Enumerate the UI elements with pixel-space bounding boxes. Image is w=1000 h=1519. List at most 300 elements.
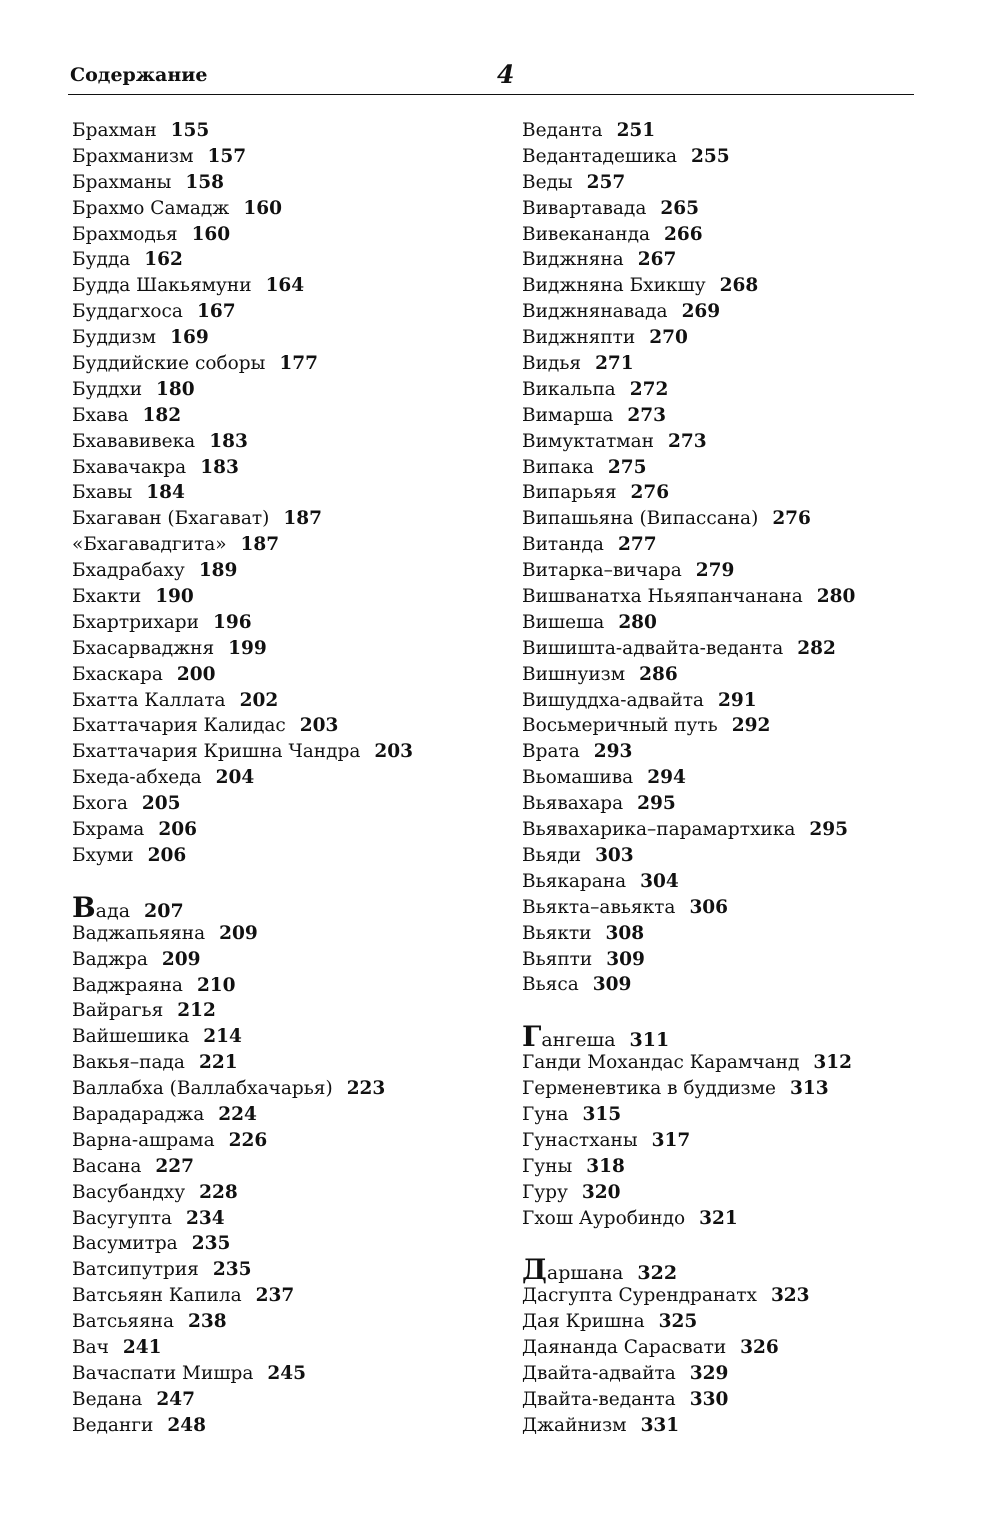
entry-term: Бхрама [72, 819, 145, 841]
entry-term: Вьяпти [522, 948, 593, 970]
entry-page: 237 [255, 1285, 295, 1307]
entry-page: 212 [177, 1000, 216, 1022]
toc-entry[interactable] [72, 1257, 512, 1283]
entry-page: 321 [699, 1207, 738, 1229]
entry-page: 241 [122, 1336, 162, 1358]
toc-entry[interactable] [522, 791, 962, 817]
header-rule [68, 94, 914, 95]
entry-term: Бхавачакра [72, 456, 187, 478]
entry-page: 276 [630, 482, 670, 504]
toc-entry[interactable] [522, 299, 962, 325]
entry-term: Буддхи [72, 378, 143, 400]
toc-entry[interactable] [522, 1128, 962, 1154]
entry-page: 160 [191, 223, 231, 245]
entry-term: Виджнянавада [522, 301, 668, 323]
toc-entry[interactable] [72, 662, 512, 688]
entry-list-d [522, 1283, 962, 1438]
toc-entry[interactable] [522, 947, 962, 973]
entry-page: 276 [772, 508, 811, 530]
toc-entry[interactable] [72, 170, 512, 196]
entry-term: Вьякта–авьякта [522, 896, 676, 918]
toc-entry[interactable] [72, 377, 512, 403]
toc-entry[interactable] [72, 1154, 512, 1180]
entry-term: Васана [72, 1155, 142, 1177]
entry-page: 180 [156, 378, 195, 400]
entry-term: Варна-ашрама [72, 1129, 215, 1151]
entry-term: Витанда [522, 534, 604, 556]
entry-page: 315 [582, 1103, 622, 1125]
toc-entry[interactable] [522, 921, 962, 947]
entry-page: 204 [215, 767, 255, 789]
entry-list-g [522, 1050, 962, 1231]
toc-entry[interactable] [522, 325, 962, 351]
entry-page: 317 [651, 1129, 691, 1151]
toc-entry[interactable] [72, 843, 512, 869]
entry-term: Врата [522, 741, 580, 763]
entry-term: Буддизм [72, 327, 157, 349]
entry-list-v2 [522, 118, 962, 998]
section-term-rest: ада [95, 899, 131, 922]
entry-page: 155 [170, 120, 210, 141]
toc-entry[interactable] [72, 455, 512, 481]
toc-entry[interactable] [72, 118, 512, 144]
entry-term: Вивартавада [522, 197, 647, 219]
toc-entry[interactable] [72, 299, 512, 325]
entry-list-b [72, 118, 512, 869]
toc-entry[interactable] [72, 1128, 512, 1154]
entry-term: Двайта-адвайта [522, 1362, 676, 1384]
entry-term: Виджняна Бхикшу [522, 275, 706, 297]
entry-term: Вьякти [522, 922, 592, 944]
entry-page: 326 [740, 1337, 779, 1359]
entry-term: Бхеда-абхеда [72, 767, 202, 789]
entry-term: Бхаттачария Калидас [72, 715, 286, 737]
section-heading-v[interactable] [72, 890, 512, 924]
toc-entry[interactable] [72, 947, 512, 973]
right-column [522, 118, 962, 1439]
toc-entry[interactable] [72, 713, 512, 739]
entry-term: Бхаскара [72, 663, 163, 685]
toc-entry[interactable] [72, 144, 512, 170]
entry-term: Буддагхоса [72, 301, 183, 323]
toc-entry[interactable] [72, 273, 512, 299]
section-letter: Г [522, 1020, 542, 1054]
toc-entry[interactable] [522, 972, 962, 998]
toc-entry[interactable] [522, 429, 962, 455]
entry-term: Брахмо Самадж [72, 197, 230, 219]
toc-entry[interactable] [72, 791, 512, 817]
toc-entry[interactable] [522, 118, 962, 144]
entry-term: Бхагаван (Бхагават) [72, 508, 270, 530]
toc-entry[interactable] [522, 480, 962, 506]
entry-term: «Бхагавадгита» [72, 534, 227, 556]
entry-page: 209 [219, 922, 258, 944]
entry-page: 245 [267, 1362, 307, 1384]
entry-page: 248 [167, 1414, 206, 1436]
entry-term: Ведантадешика [522, 145, 678, 167]
entry-term: Вакья–пада [72, 1052, 185, 1074]
entry-page: 272 [629, 378, 669, 400]
toc-entry[interactable] [72, 506, 512, 532]
toc-entry[interactable] [522, 817, 962, 843]
entry-page: 164 [265, 275, 305, 297]
toc-entry[interactable] [522, 1361, 962, 1387]
entry-term: Витарка–вичара [522, 560, 682, 582]
entry-term: Васумитра [72, 1233, 178, 1255]
entry-page: 251 [616, 120, 656, 141]
entry-term: Джайнизм [522, 1414, 627, 1436]
entry-term: Ватсьяян Капила [72, 1285, 242, 1307]
entry-page: 199 [228, 637, 267, 659]
entry-term: Вишуддха-адвайта [522, 689, 704, 711]
entry-page: 184 [146, 482, 185, 504]
toc-entry[interactable] [72, 480, 512, 506]
entry-term: Будда Шакьямуни [72, 275, 252, 297]
entry-page: 189 [198, 560, 238, 582]
entry-term: Бхуми [72, 844, 134, 866]
entry-term: Гунастханы [522, 1129, 638, 1151]
entry-page: 224 [218, 1103, 257, 1125]
toc-entry[interactable] [522, 144, 962, 170]
toc-entry[interactable] [72, 584, 512, 610]
toc-entry[interactable] [72, 1413, 512, 1439]
entry-page: 167 [196, 301, 236, 323]
toc-entry[interactable] [72, 973, 512, 999]
entry-page: 269 [681, 301, 721, 323]
entry-page: 320 [581, 1181, 621, 1203]
toc-entry[interactable] [522, 610, 962, 636]
entry-page: 205 [141, 793, 181, 815]
entry-term: Ведана [72, 1388, 143, 1410]
entry-term: Брахман [72, 120, 157, 141]
entry-term: Вьявахара [522, 793, 624, 815]
entry-term: Вимарша [522, 404, 614, 426]
entry-page: 203 [299, 715, 339, 737]
section-letter: В [72, 890, 96, 924]
toc-entry[interactable] [72, 532, 512, 558]
entry-term: Вишишта-адвайта-веданта [522, 637, 784, 659]
toc-entry[interactable] [72, 817, 512, 843]
toc-entry[interactable] [522, 351, 962, 377]
entry-term: Даянанда Сарасвати [522, 1337, 727, 1359]
entry-term: Викальпа [522, 378, 616, 400]
toc-entry[interactable] [522, 1102, 962, 1128]
entry-term: Вьякарана [522, 870, 627, 892]
entry-term: Вивекананда [522, 223, 650, 245]
entry-term: Гуна [522, 1103, 569, 1125]
entry-page: 226 [228, 1129, 268, 1151]
toc-entry[interactable] [72, 1024, 512, 1050]
entry-term: Двайта-веданта [522, 1388, 676, 1410]
entry-term: Вишеша [522, 611, 605, 633]
toc-entry[interactable] [522, 1413, 962, 1439]
entry-page: 270 [649, 327, 688, 349]
entry-term: Бхаттачария Кришна Чандра [72, 741, 361, 763]
toc-entry[interactable] [72, 765, 512, 791]
entry-page: 196 [212, 611, 252, 633]
toc-entry[interactable] [522, 1309, 962, 1335]
toc-entry[interactable] [72, 429, 512, 455]
entry-page: 187 [240, 534, 280, 556]
entry-term: Вайрагья [72, 1000, 164, 1022]
entry-page: 200 [176, 663, 216, 685]
toc-entry[interactable] [72, 1076, 512, 1102]
toc-entry[interactable] [72, 403, 512, 429]
toc-entry[interactable] [72, 998, 512, 1024]
entry-page: 203 [374, 741, 414, 763]
toc-entry[interactable] [522, 1335, 962, 1361]
entry-page: 286 [639, 663, 678, 685]
entry-page: 280 [618, 611, 657, 633]
entry-page: 323 [770, 1285, 810, 1307]
entry-page: 304 [640, 870, 679, 892]
entry-page: 275 [607, 456, 647, 478]
entry-page: 268 [719, 275, 759, 297]
entry-page: 329 [689, 1362, 729, 1384]
entry-page: 313 [789, 1078, 829, 1100]
entry-term: Ваджраяна [72, 974, 183, 996]
toc-entry[interactable] [72, 921, 512, 947]
entry-page: 158 [185, 171, 224, 193]
entry-page: 277 [617, 534, 657, 556]
toc-entry[interactable] [72, 1361, 512, 1387]
entry-term: Бхакти [72, 586, 142, 608]
toc-entry[interactable] [522, 1283, 962, 1309]
entry-term: Вач [72, 1336, 109, 1358]
entry-term: Випарьяя [522, 482, 617, 504]
entry-term: Випашьяна (Випассана) [522, 508, 759, 530]
entry-page: 234 [186, 1207, 225, 1229]
entry-term: Валлабха (Валлабхачарья) [72, 1078, 333, 1100]
left-column [72, 118, 512, 1439]
toc-entry[interactable] [72, 1231, 512, 1257]
entry-page: 279 [695, 560, 735, 582]
entry-page: 266 [664, 223, 703, 245]
entry-term: Вишнуизм [522, 663, 626, 685]
entry-page: 214 [203, 1026, 242, 1048]
entry-page: 183 [209, 430, 248, 452]
page-header [70, 60, 914, 94]
toc-entry[interactable] [522, 636, 962, 662]
toc-entry[interactable] [72, 1102, 512, 1128]
toc-entry[interactable] [522, 196, 962, 222]
entry-term: Ганди Мохандас Карамчанд [522, 1052, 800, 1074]
entry-page: 209 [161, 948, 201, 970]
entry-term: Видья [522, 353, 582, 375]
toc-entry[interactable] [72, 196, 512, 222]
section-page: 207 [144, 899, 184, 922]
toc-entry[interactable] [522, 1154, 962, 1180]
entry-term: Бхатта Каллата [72, 689, 226, 711]
entry-page: 223 [346, 1078, 386, 1100]
entry-page: 227 [155, 1155, 194, 1177]
entry-page: 257 [586, 171, 626, 193]
entry-term: Бхававивека [72, 430, 196, 452]
toc-entry[interactable] [72, 222, 512, 248]
toc-entry[interactable] [72, 1050, 512, 1076]
entry-term: Виджняпти [522, 327, 636, 349]
entry-page: 235 [212, 1259, 252, 1281]
toc-entry[interactable] [522, 739, 962, 765]
toc-entry[interactable] [522, 869, 962, 895]
toc-entry[interactable] [522, 170, 962, 196]
toc-entry[interactable] [522, 584, 962, 610]
entry-term: Виджняна [522, 249, 624, 271]
entry-page: 308 [605, 922, 645, 944]
toc-entry[interactable] [72, 325, 512, 351]
toc-entry[interactable] [522, 688, 962, 714]
entry-term: Ватсипутрия [72, 1259, 199, 1281]
toc-entry[interactable] [72, 1309, 512, 1335]
section-term-rest: ангеша [541, 1029, 616, 1052]
section-page: 322 [637, 1262, 678, 1285]
entry-page: 187 [283, 508, 322, 530]
entry-page: 309 [592, 974, 632, 996]
entry-page: 255 [691, 145, 730, 167]
toc-entry[interactable] [72, 1206, 512, 1232]
entry-list-v [72, 921, 512, 1439]
entry-page: 292 [731, 715, 771, 737]
entry-page: 306 [689, 896, 729, 918]
entry-term: Бхадрабаху [72, 560, 185, 582]
entry-term: Вьявахарика–парамартхика [522, 819, 796, 841]
entry-page: 273 [627, 404, 667, 426]
entry-term: Брахманизм [72, 145, 194, 167]
entry-page: 280 [816, 586, 856, 608]
entry-page: 271 [595, 353, 634, 375]
toc-entry[interactable] [522, 403, 962, 429]
entry-page: 265 [660, 197, 699, 219]
toc-entry[interactable] [72, 351, 512, 377]
entry-term: Васубандху [72, 1181, 186, 1203]
entry-page: 318 [586, 1155, 625, 1177]
header-title: Содержание [70, 64, 208, 86]
entry-page: 162 [144, 249, 183, 271]
entry-term: Вишванатха Ньяяпанчанана [522, 586, 803, 608]
toc-entry[interactable] [522, 532, 962, 558]
toc-entry[interactable] [522, 1180, 962, 1206]
entry-page: 331 [640, 1414, 680, 1436]
entry-page: 325 [658, 1311, 698, 1333]
entry-term: Веданта [522, 120, 603, 141]
entry-term: Веданги [72, 1414, 154, 1436]
toc-entry[interactable] [522, 895, 962, 921]
toc-entry[interactable] [522, 506, 962, 532]
section-page: 311 [629, 1029, 670, 1052]
entry-page: 330 [689, 1388, 729, 1410]
toc-entry[interactable] [522, 377, 962, 403]
entry-page: 238 [188, 1311, 227, 1333]
entry-page: 228 [199, 1181, 238, 1203]
entry-page: 182 [142, 404, 182, 426]
toc-entry[interactable] [522, 222, 962, 248]
entry-page: 267 [637, 249, 677, 271]
toc-entry[interactable] [72, 1335, 512, 1361]
toc-entry[interactable] [522, 662, 962, 688]
entry-term: Вимуктатман [522, 430, 655, 452]
toc-entry[interactable] [522, 1050, 962, 1076]
entry-page: 295 [637, 793, 676, 815]
section-term-rest: аршана [546, 1262, 624, 1285]
entry-term: Бхартрихари [72, 611, 199, 633]
section-heading-d[interactable] [522, 1253, 962, 1287]
entry-term: Гуны [522, 1155, 573, 1177]
entry-term: Брахмодья [72, 223, 178, 245]
entry-term: Ватсьяяна [72, 1311, 174, 1333]
entry-term: Вьяди [522, 844, 582, 866]
entry-term: Ваджапьяяна [72, 922, 206, 944]
toc-entry[interactable] [522, 843, 962, 869]
toc-entry[interactable] [72, 739, 512, 765]
toc-entry[interactable] [522, 1206, 962, 1232]
toc-entry[interactable] [72, 610, 512, 636]
entry-term: Буддийские соборы [72, 353, 266, 375]
entry-term: Гуру [522, 1181, 568, 1203]
entry-term: Вайшешика [72, 1026, 190, 1048]
entry-page: 295 [809, 819, 848, 841]
entry-term: Веды [522, 171, 573, 193]
toc-entry[interactable] [72, 558, 512, 584]
entry-page: 293 [593, 741, 633, 763]
toc-entry[interactable] [522, 273, 962, 299]
entry-page: 183 [200, 456, 239, 478]
toc-entry[interactable] [522, 713, 962, 739]
toc-entry[interactable] [522, 1387, 962, 1413]
entry-page: 160 [243, 197, 282, 219]
section-letter: Д [522, 1253, 547, 1287]
entry-term: Ваджра [72, 948, 148, 970]
entry-page: 190 [155, 586, 194, 608]
entry-page: 206 [158, 819, 197, 841]
toc-entry[interactable] [522, 765, 962, 791]
toc-entry[interactable] [522, 455, 962, 481]
entry-page: 169 [170, 327, 209, 349]
entry-term: Варадараджа [72, 1103, 205, 1125]
entry-page: 202 [239, 689, 279, 711]
entry-page: 177 [279, 353, 318, 375]
entry-page: 312 [813, 1052, 852, 1074]
entry-term: Будда [72, 249, 131, 271]
entry-term: Бхога [72, 793, 128, 815]
toc-entry[interactable] [72, 247, 512, 273]
page-number: 4 [497, 60, 515, 89]
entry-term: Герменевтика в буддизме [522, 1078, 776, 1100]
entry-page: 221 [198, 1052, 238, 1074]
entry-term: Випака [522, 456, 594, 478]
toc-entry[interactable] [72, 636, 512, 662]
section-heading-g[interactable] [522, 1020, 962, 1054]
entry-term: Вьяса [522, 974, 579, 996]
toc-entry[interactable] [522, 558, 962, 584]
entry-term: Бхавы [72, 482, 133, 504]
entry-term: Дасгупта Сурендранатх [522, 1285, 757, 1307]
entry-term: Вьомашива [522, 767, 634, 789]
toc-entry[interactable] [522, 1076, 962, 1102]
entry-page: 206 [147, 844, 187, 866]
entry-page: 210 [196, 974, 236, 996]
entry-page: 282 [797, 637, 836, 659]
toc-entry[interactable] [72, 688, 512, 714]
toc-entry[interactable] [72, 1283, 512, 1309]
toc-entry[interactable] [72, 1180, 512, 1206]
entry-page: 247 [156, 1388, 195, 1410]
toc-entry[interactable] [72, 1387, 512, 1413]
entry-page: 273 [668, 430, 707, 452]
entry-page: 291 [717, 689, 757, 711]
toc-entry[interactable] [522, 247, 962, 273]
entry-term: Васугупта [72, 1207, 173, 1229]
entry-page: 309 [606, 948, 645, 970]
